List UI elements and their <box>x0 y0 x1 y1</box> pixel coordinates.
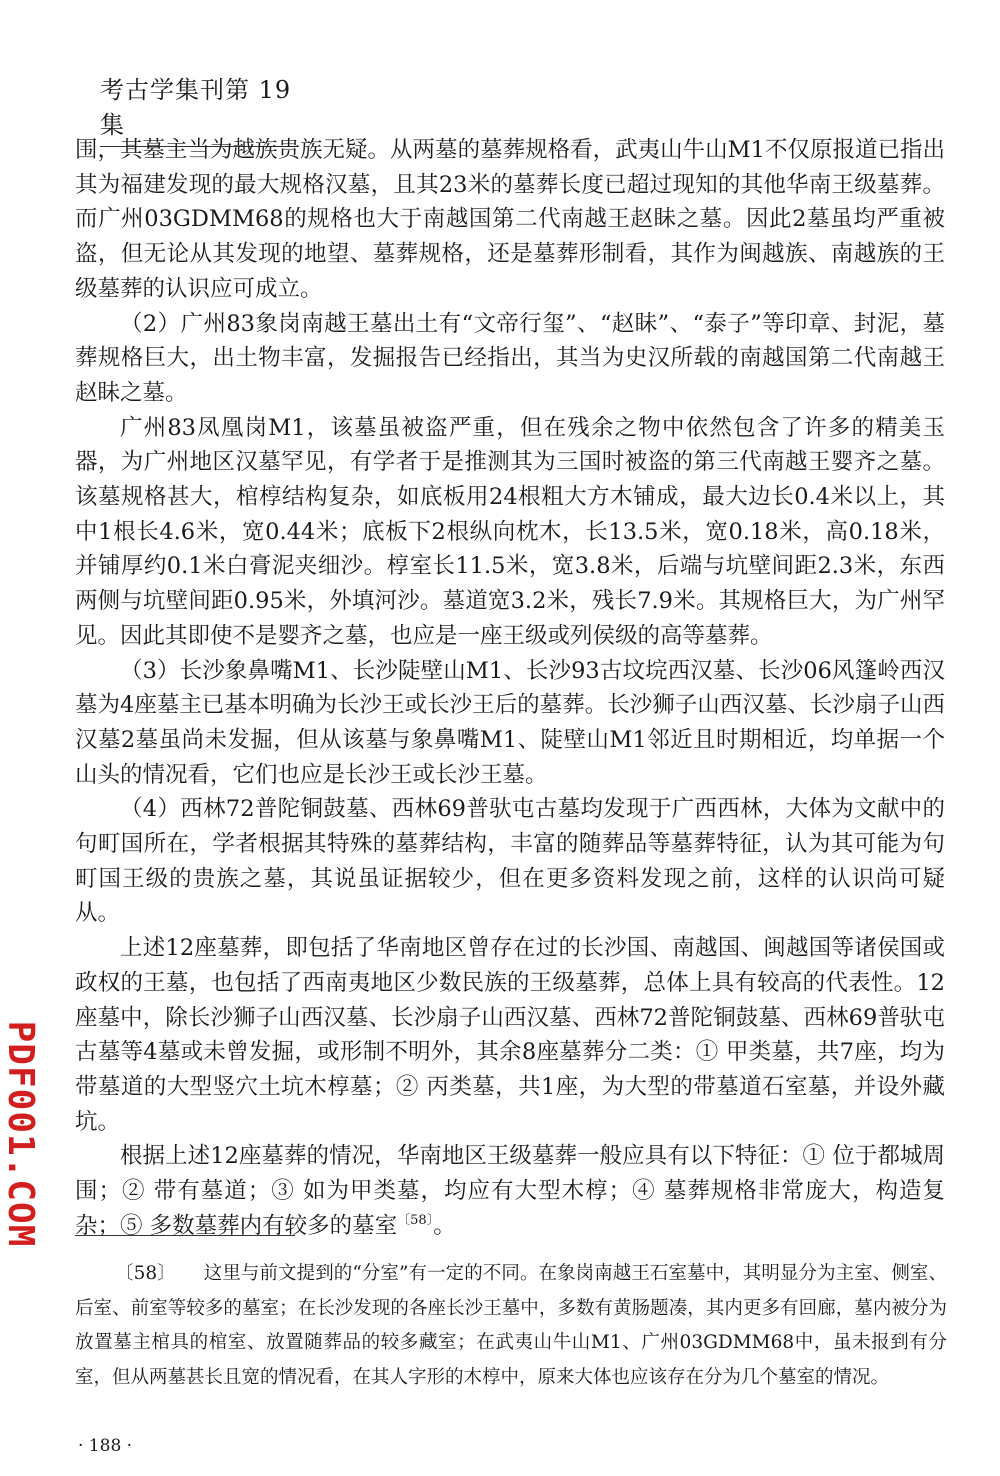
watermark: PDF001.COM <box>0 1020 41 1248</box>
page-number: · 188 · <box>78 1436 133 1456</box>
paragraph-2: （2）广州83象岗南越王墓出土有“文帝行玺”、“赵眛”、“泰子”等印章、封泥，墓葬规格巨大，出土物丰富，发掘报告已经指出，其当为史汉所载的南越国第二代南越王赵眛之墓。 <box>75 310 945 406</box>
footnote-reference[interactable]: 〔58〕 <box>397 1212 434 1228</box>
paragraph-3: 广州83凤凰岗M1，该墓虽被盗严重，但在残余之物中依然包含了许多的精美玉器，为广州地区汉墓罕见，有学者于是推测其为三国时被盗的第三代南越王婴齐之墓。该墓规格甚大，棺椁结构复杂，如底板用24根粗大方木铺成，最大边长0.4米以上，其中1根长4.6米，宽0.44米；底板下2根纵向枕木，长13.5米，宽0.18米，高0.18米，并铺厚约0.1米白膏泥夹细沙。椁室长11.5米，宽3.8米，后端与坑壁间距2.3米，东西两侧与坑壁间距0.95米，外填河沙。墓道宽3.2米，残长7.9米。其规格巨大，为广州罕见。因此其即使不是婴齐之墓，也应是一座王级或列侯级的高等墓葬。 <box>75 414 945 649</box>
paragraph-6: 上述12座墓葬，即包括了华南地区曾存在过的长沙国、南越国、闽越国等诸侯国或政权的王墓，也包括了西南夷地区少数民族的王级墓葬，总体上具有较高的代表性。12座墓中，除长沙狮子山西汉墓、长沙扇子山西汉墓、西林72普陀铜鼓墓、西林69普驮屯古墓等4墓或未曾发掘，或形制不明外，其余8座墓葬分二类：① 甲类墓，共7座，均为带墓道的大型竖穴土坑木椁墓；② 丙类墓，共1座，为大型的带墓道石室墓，并设外藏坑。 <box>75 935 945 1135</box>
paragraph-4: （3）长沙象鼻嘴M1、长沙陡壁山M1、长沙93古坟垸西汉墓、长沙06风篷岭西汉墓为4座墓主已基本明确为长沙王或长沙王后的墓葬。长沙狮子山西汉墓、长沙扇子山西汉墓2墓虽尚未发掘，但从该墓与象鼻嘴M1、陡壁山M1邻近且时期相近，均单据一个山头的情况看，它们也应是长沙王或长沙王墓。 <box>75 657 945 788</box>
footnote-divider <box>75 1235 295 1236</box>
main-text <box>75 133 945 1244</box>
paragraph-1: 围，其墓主当为越族贵族无疑。从两墓的墓葬规格看，武夷山牛山M1不仅原报道已指出其为福建发现的最大规格汉墓，且其23米的墓葬长度已超过现知的其他华南王级墓葬。而广州03GDMM68的规格也大于南越国第二代南越王赵眛之墓。因此2墓虽均严重被盗，但无论从其发现的地望、墓葬规格，还是墓葬形制看，其作为闽越族、南越族的王级墓葬的认识应可成立。 <box>75 137 945 302</box>
paragraph-5: （4）西林72普陀铜鼓墓、西林69普驮屯古墓均发现于广西西林，大体为文献中的句町国所在，学者根据其特殊的墓葬结构，丰富的随葬品等墓葬特征，认为其可能为句町国王级的贵族之墓，其说虽证据较少，但在更多资料发现之前，这样的认识尚可疑从。 <box>75 796 945 927</box>
paragraph-7-end: 。 <box>433 1212 456 1239</box>
footnote-text: 这里与前文提到的“分室”有一定的不同。在象岗南越王石室墓中，其明显分为主室、侧室、后室、前室等较多的墓室；在长沙发现的各座长沙王墓中，多数有黄肠题凑，其内更多有回廊，墓内被分为放置墓主棺具的棺室、放置随葬品的较多藏室；在武夷山牛山M1、广州03GDMM68中，虽未报到有分室，但从两墓甚长且宽的情况看，在其人字形的木椁中，原来大体也应该存在分为几个墓室的情况。 <box>75 1263 948 1388</box>
paragraph-7-text: 根据上述12座墓葬的情况，华南地区王级墓葬一般应具有以下特征：① 位于都城周围；② 带有墓道；③ 如为甲类墓，均应有大型木椁；④ 墓葬规格非常庞大，构造复杂；⑤ 多数墓葬内有较多的墓室 <box>75 1143 945 1239</box>
paragraph-7 <box>75 1139 945 1243</box>
footnote-mark: 〔58〕 <box>115 1263 176 1284</box>
footnote-58 <box>75 1257 947 1395</box>
running-header: 考古学集刊第 19 集 <box>100 70 296 147</box>
